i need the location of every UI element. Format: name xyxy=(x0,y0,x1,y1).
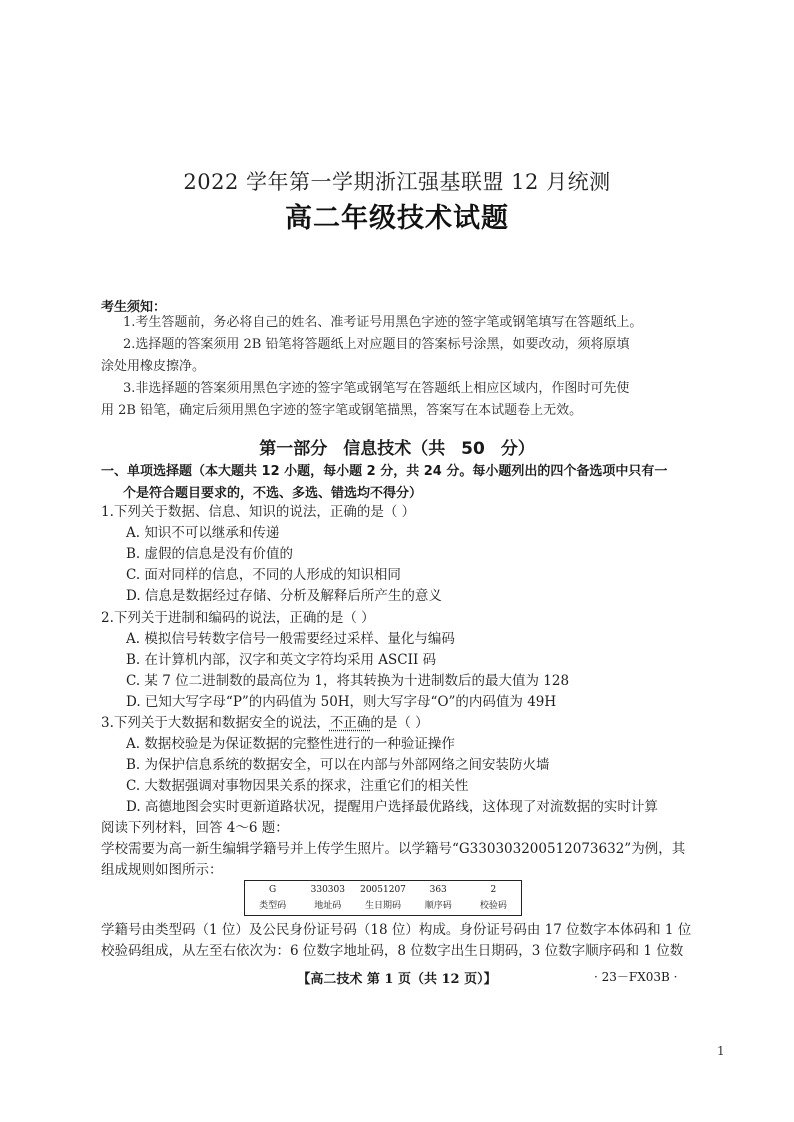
code-cell xyxy=(411,881,466,915)
notice-title: 考生须知： xyxy=(101,300,167,315)
material-paragraph-1-line1: 学校需要为高一新生编辑学籍号并上传学生照片。以学籍号“G33030320051207363​2”为例，其 xyxy=(101,841,686,857)
section-heading xyxy=(101,461,681,505)
question-2-option-b: B. 在计算机内部，汉字和英文字符均采用 ASCII 码 xyxy=(126,652,437,668)
question-3-stem-pre: 3.下列关于大数据和数据安全的说法， xyxy=(101,715,330,731)
page-footer: 【高二技术 第 1 页（共 12 页）】 xyxy=(297,972,497,987)
code-value: 363 xyxy=(429,885,447,895)
material-intro: 阅读下列材料，回答 4～6 题： xyxy=(101,820,289,836)
question-3-option-d: D. 高德地图会实时更新道路状况，提醒用户选择最优路线，这体现了对流数据的实时计算 xyxy=(126,799,658,815)
question-3-stem-post: 的是（ ） xyxy=(370,715,429,731)
exam-title-line1: 2022 学年第一学期浙江强基联盟 12 月统测 xyxy=(183,170,611,194)
question-2-option-a: A. 模拟信号转数字信号一般需要经过采样、量化与编码 xyxy=(126,631,455,647)
code-cell xyxy=(245,881,300,915)
notice-item-2: 2.选择题的答案须用 2B 铅笔将答题纸上对应题目的答案标号涂黑，如要改动，须将原填 xyxy=(123,337,630,352)
code-value: G xyxy=(269,885,277,895)
question-3-option-a: A. 数据校验是为保证数据的完整性进行的一种验证操作 xyxy=(126,736,455,752)
question-1-option-d: D. 信息是数据经过存储、分析及解释后所产生的意义 xyxy=(126,588,442,604)
question-2-option-d: D. 已知大写字母“P”的内码值为 50H，则大写字母“O”的内码值为 49H xyxy=(126,694,557,710)
code-value: 330303 xyxy=(310,885,345,895)
question-1-option-b: B. 虚假的信息是没有价值的 xyxy=(126,546,294,562)
page-number: 1 xyxy=(717,1044,725,1058)
code-label: 类型码 xyxy=(259,901,287,911)
question-2-option-c: C. 某 7 位二进制数的最高位为 1，将其转换为十进制数后的最大值为 128 xyxy=(126,673,570,689)
notice-item-1: 1.考生答题前，务必将自己的姓名、准考证号用黑色字迹的签字笔或钢笔填写在答题纸上。 xyxy=(123,315,643,330)
question-3-stem-emphasis: 不正确 xyxy=(329,715,371,731)
code-cell xyxy=(300,881,355,915)
question-1-option-c: C. 面对同样的信息，不同的人形成的知识相同 xyxy=(126,567,401,583)
code-label: 顺序码 xyxy=(424,901,452,911)
notice-item-2-cont: 涂处用橡皮擦净。 xyxy=(101,359,206,374)
code-cell xyxy=(466,881,521,915)
code-cell xyxy=(355,881,410,915)
question-3-stem xyxy=(101,713,676,733)
notice-item-3: 3.非选择题的答案须用黑色字迹的签字笔或钢笔写在答题纸上相应区域内，作图时可先使 xyxy=(123,381,630,396)
code-label: 地址码 xyxy=(314,901,342,911)
material-paragraph-2-line2: 校验码组成，从左至右依次为：6 位数字地址码，8 位数字出生日期码，3 位数字顺序码和 1 位数 xyxy=(101,943,684,959)
exam-title-line2: 高二年级技术试题 xyxy=(285,203,509,234)
material-paragraph-1-line2: 组成规则如图所示： xyxy=(101,862,223,878)
section-heading-line1: 一、单项选择题（本大题共 12 小题，每小题 2 分，共 24 分。每小题列出的四个备选项中只有一 xyxy=(101,464,668,479)
code-value: 2 xyxy=(490,885,497,895)
material-paragraph-2-line1: 学籍号由类型码（1 位）及公民身份证号码（18 位）构成。身份证号码由 17 位数字本体码和 1 位 xyxy=(101,922,692,938)
notice-item-3-cont: 用 2B 铅笔，确定后须用黑色字迹的签字笔或钢笔描黑，答案写在本试题卷上无效。 xyxy=(101,403,583,418)
student-id-structure-table xyxy=(244,880,522,916)
question-1-option-a: A. 知识不可以继承和传递 xyxy=(126,525,280,541)
question-3-option-c: C. 大数据强调对事物因果关系的探求，注重它们的相关性 xyxy=(126,778,469,794)
part-title: 第一部分 信息技术（共 50 分） xyxy=(259,439,535,459)
question-2-stem: 2.下列关于进制和编码的说法，正确的是（ ） xyxy=(101,610,375,626)
code-value: 20051207 xyxy=(360,885,406,895)
code-label: 生日期码 xyxy=(365,901,402,911)
section-heading-line2: 个是符合题目要求的，不选、多选、错选均不得分） xyxy=(123,486,423,501)
code-label: 校验码 xyxy=(479,901,507,911)
question-1-stem: 1.下列关于数据、信息、知识的说法，正确的是（ ） xyxy=(101,504,416,520)
question-3-option-b: B. 为保护信息系统的数据安全，可以在内部与外部网络之间安装防火墙 xyxy=(126,757,550,773)
paper-code: · 23－FX03B · xyxy=(594,970,678,984)
